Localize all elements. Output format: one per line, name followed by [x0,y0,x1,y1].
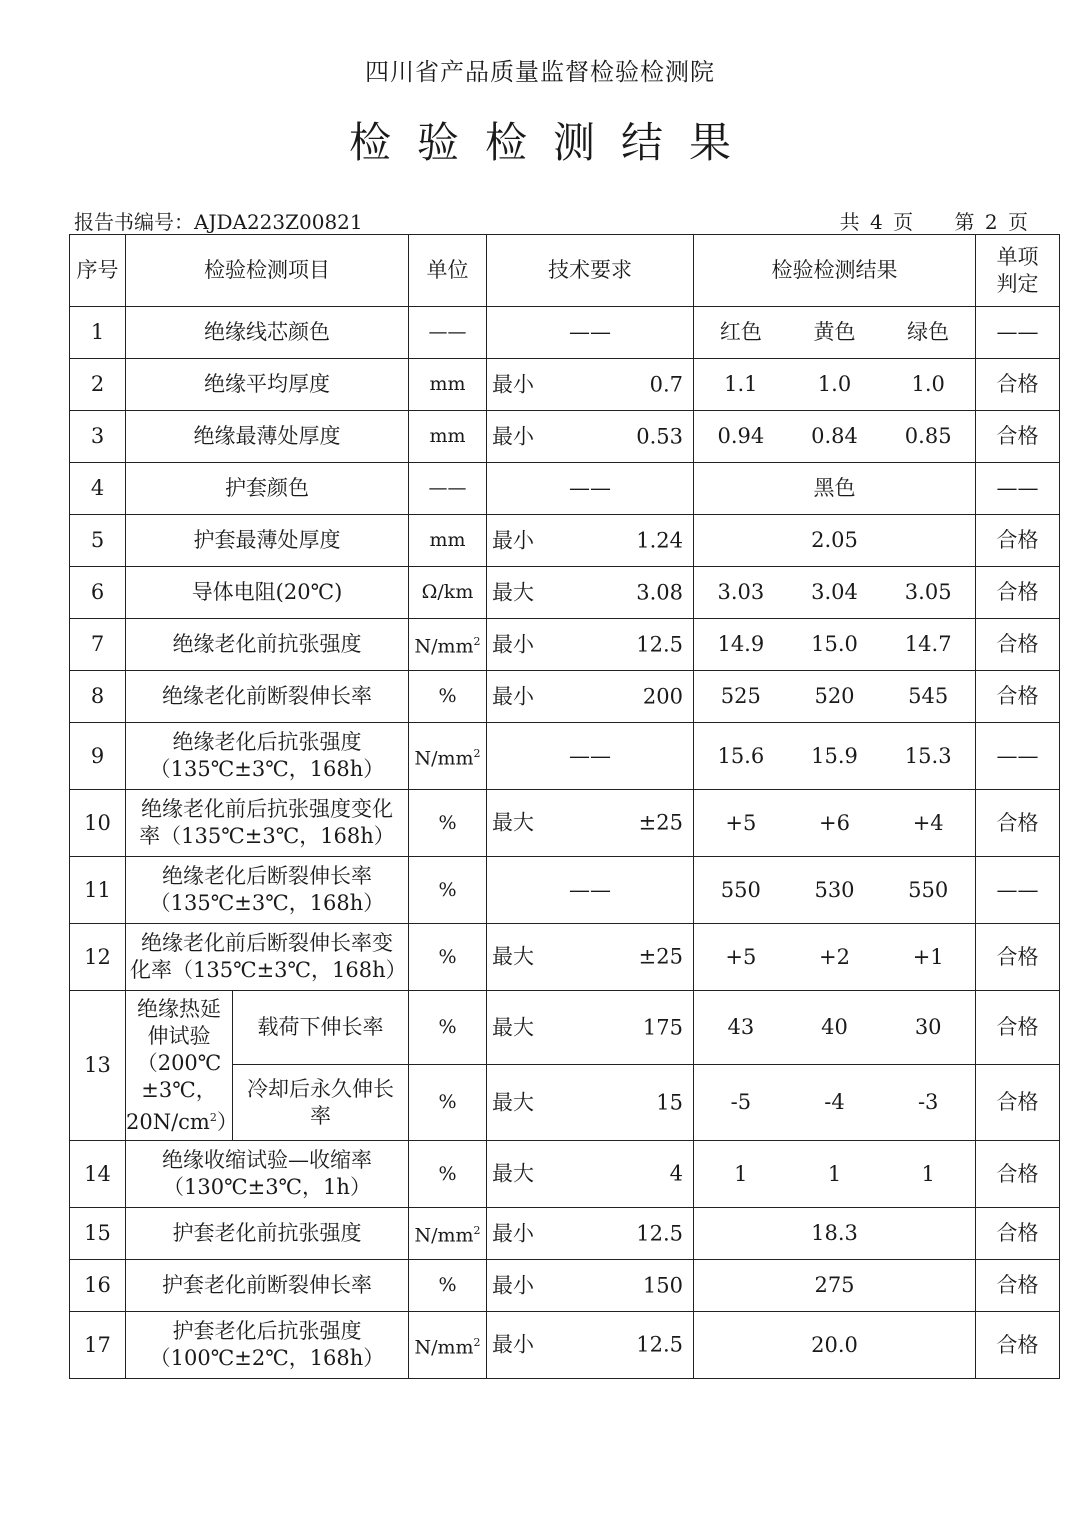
row-unit: —— [409,307,487,359]
unit-text: N/mm [414,1224,474,1247]
row-no: 6 [70,567,126,619]
row-result: 18.3 [694,1208,976,1260]
result-red: -5 [730,1090,752,1114]
row-no: 4 [70,463,126,515]
result-green: 1 [921,1161,935,1186]
report-number [74,206,363,235]
header-unit: 单位 [409,235,487,307]
row-result: 275 [694,1260,976,1312]
row-judgement: 合格 [976,619,1060,671]
result-red: 1.1 [724,372,758,396]
requirement-value: 12.5 [636,1332,683,1357]
result-green: 0.85 [904,424,952,448]
row-requirement [487,671,694,723]
requirement-type: 最小 [492,684,534,708]
row-requirement [487,991,694,1065]
row-unit: % [409,1141,487,1208]
requirement-value: 3.08 [636,580,683,604]
result-green: 绿色 [907,320,950,344]
row-item-line1: 绝缘收缩试验—收缩率 [162,1148,372,1172]
row-item-line1: 绝缘老化后抗张强度 [172,730,362,754]
row-unit [409,723,487,790]
row-unit: % [409,924,487,991]
row-unit [409,1312,487,1379]
page-info [840,206,1028,235]
table-row [70,619,1060,671]
row-results [694,671,976,723]
total-pages: 共 4 页 [839,210,914,234]
row-item: 绝缘平均厚度 [126,359,409,411]
requirement-type: 最小 [492,1273,534,1297]
row-item: 绝缘老化前断裂伸长率 [126,671,409,723]
row-results [694,857,976,924]
row-result: 20.0 [694,1312,976,1379]
row-no: 16 [70,1260,126,1312]
row-item [126,924,409,991]
result-yellow: 520 [814,684,855,708]
result-red: 0.94 [717,424,765,448]
row-no: 11 [70,857,126,924]
group-line5-superscript: 2 [209,1110,217,1124]
result-green: 3.05 [904,580,952,604]
report-number-value: AJDA223Z00821 [194,210,363,234]
results-table [69,234,1060,1379]
row-sub-item [233,1065,409,1141]
row-judgement: 合格 [976,991,1060,1065]
row-unit: % [409,790,487,857]
requirement-value: 1.24 [636,528,683,552]
table-row [70,515,1060,567]
row-requirement [487,1260,694,1312]
result-red: 1 [734,1161,748,1186]
result-red: +5 [725,810,757,835]
row-requirement: —— [487,307,694,359]
row-unit: % [409,991,487,1065]
requirement-type: 最小 [492,1332,534,1357]
row-item-line2: 率（135℃±3℃，168h） [139,824,395,848]
row-results [694,359,976,411]
table-row [70,1141,1060,1208]
row-no: 2 [70,359,126,411]
row-item: 护套最薄处厚度 [126,515,409,567]
table-header-row [70,235,1060,307]
table-row [70,671,1060,723]
result-yellow: 1.0 [817,372,852,396]
row-judgement: —— [976,723,1060,790]
requirement-value: 12.5 [636,1221,683,1245]
result-red: 14.9 [717,632,765,656]
row-requirement [487,1312,694,1379]
table-row [70,1312,1060,1379]
row-judgement: —— [976,857,1060,924]
row-item: 护套老化前抗张强度 [126,1208,409,1260]
row-item: 护套颜色 [126,463,409,515]
requirement-type: 最大 [492,580,534,604]
result-yellow: 0.84 [811,424,858,448]
row-no: 10 [70,790,126,857]
row-item: 绝缘线芯颜色 [126,307,409,359]
requirement-type: 最小 [492,1221,534,1245]
result-green: 30 [914,1015,942,1039]
row-judgement: 合格 [976,1312,1060,1379]
table-row [70,307,1060,359]
header-judgement-line2: 判定 [996,271,1039,296]
row-requirement [487,515,694,567]
result-red: 525 [720,684,761,708]
row-judgement: —— [976,463,1060,515]
row-sub-item-line2: 率 [310,1103,331,1128]
result-red: 550 [720,877,761,902]
row-no: 14 [70,1141,126,1208]
table-row [70,463,1060,515]
row-sub-item: 载荷下伸长率 [233,991,409,1065]
row-results [694,411,976,463]
header-item: 检验检测项目 [126,235,409,307]
row-group-item [126,991,238,1141]
row-requirement [487,1065,694,1141]
result-yellow: 15.9 [811,743,858,768]
row-unit: —— [409,463,487,515]
table-row [70,924,1060,991]
row-item: 护套老化前断裂伸长率 [126,1260,409,1312]
requirement-type: 最大 [492,1090,534,1114]
report-number-label: 报告书编号： [74,210,194,234]
row-item-line2: （135℃±3℃，168h） [149,891,385,915]
row-requirement [487,619,694,671]
row-judgement: 合格 [976,411,1060,463]
row-results [694,723,976,790]
row-results [694,924,976,991]
row-judgement: 合格 [976,1260,1060,1312]
row-judgement: 合格 [976,790,1060,857]
result-yellow: 3.04 [811,580,858,604]
row-result: 黑色 [694,463,976,515]
unit-text: N/mm [414,635,474,658]
requirement-type: 最小 [492,632,534,656]
requirement-value: 150 [642,1273,683,1297]
requirement-value: 200 [642,684,683,708]
row-unit: mm [409,411,487,463]
row-results [694,1065,976,1141]
row-requirement [487,359,694,411]
row-unit [409,619,487,671]
result-yellow: +2 [819,944,850,969]
table-row [70,723,1060,790]
requirement-value: 0.53 [636,424,683,448]
requirement-value: 0.7 [649,372,683,396]
row-results [694,619,976,671]
result-red: 15.6 [717,743,765,768]
result-red: 43 [727,1015,755,1039]
row-unit: mm [409,515,487,567]
row-no: 1 [70,307,126,359]
row-item-line1: 绝缘老化前后抗张强度变化 [141,797,393,821]
row-no: 5 [70,515,126,567]
page-title: 检验检测结果 [348,118,757,167]
row-judgement: 合格 [976,1065,1060,1141]
row-requirement [487,924,694,991]
result-yellow: 黄色 [813,320,856,344]
result-yellow: 15.0 [811,632,858,656]
row-item [126,857,409,924]
row-no: 9 [70,723,126,790]
row-no: 8 [70,671,126,723]
group-line4: ±3℃， [141,1077,217,1102]
result-green: 15.3 [904,743,952,768]
row-judgement: 合格 [976,924,1060,991]
row-judgement: 合格 [976,567,1060,619]
row-item-line2: 化率（135℃±3℃，168h） [130,958,407,982]
requirement-type: 最小 [492,424,534,448]
group-line5-text: 20N/cm [126,1109,210,1134]
group-line5-end: ） [216,1109,238,1134]
requirement-value: 12.5 [636,632,683,656]
row-unit [409,1208,487,1260]
result-red: 3.03 [717,580,765,604]
requirement-value: 175 [642,1015,683,1039]
row-unit: mm [409,359,487,411]
row-unit: % [409,1065,487,1141]
requirement-value: 15 [656,1090,683,1114]
row-requirement: —— [487,723,694,790]
table-row [70,411,1060,463]
row-item [126,790,409,857]
row-item-line1: 绝缘老化后断裂伸长率 [162,864,372,888]
result-green: 1.0 [911,372,945,396]
unit-superscript: 2 [473,1224,481,1238]
result-red: 红色 [719,320,762,344]
table-row [70,1260,1060,1312]
table-row [70,991,1060,1065]
header-result: 检验检测结果 [694,235,976,307]
row-results [694,567,976,619]
header-requirement: 技术要求 [487,235,694,307]
row-unit: % [409,857,487,924]
row-sub-item-line1: 冷却后永久伸长 [247,1076,394,1101]
group-line5 [126,1104,238,1136]
row-judgement: —— [976,307,1060,359]
table-row [70,857,1060,924]
row-judgement: 合格 [976,1141,1060,1208]
result-green: +4 [912,810,944,835]
row-result: 2.05 [694,515,976,567]
row-judgement: 合格 [976,671,1060,723]
result-green: 545 [908,684,949,708]
row-requirement [487,1208,694,1260]
row-item [126,723,409,790]
table-row [70,359,1060,411]
unit-text: N/mm [414,747,474,770]
header-judgement-line1: 单项 [996,244,1039,269]
row-results [694,1141,976,1208]
result-green: -3 [917,1090,939,1114]
header-seq: 序号 [70,235,126,307]
group-line3: （200℃ [136,1050,222,1075]
result-yellow: 40 [821,1015,848,1039]
requirement-type: 最大 [492,1015,534,1039]
requirement-value: 4 [669,1161,683,1186]
row-results [694,991,976,1065]
result-yellow: -4 [824,1090,845,1114]
result-green: +1 [912,944,944,969]
table-row [70,790,1060,857]
row-unit: % [409,671,487,723]
row-requirement: —— [487,463,694,515]
row-requirement [487,1141,694,1208]
row-no: 17 [70,1312,126,1379]
row-requirement: —— [487,857,694,924]
result-yellow: +6 [819,810,850,835]
group-line2: 伸试验 [147,1023,211,1048]
row-requirement [487,411,694,463]
row-judgement: 合格 [976,1208,1060,1260]
requirement-type: 最大 [492,1161,534,1186]
row-item-line2: （135℃±3℃，168h） [149,757,385,781]
row-no: 7 [70,619,126,671]
requirement-type: 最大 [492,944,534,969]
row-unit: % [409,1260,487,1312]
result-green: 14.7 [904,632,952,656]
row-results [694,790,976,857]
row-item [126,1141,409,1208]
table-row [70,1208,1060,1260]
row-results [694,307,976,359]
row-no: 12 [70,924,126,991]
row-requirement [487,567,694,619]
unit-superscript: 2 [473,635,481,649]
requirement-value: ±25 [638,944,683,969]
row-requirement [487,790,694,857]
row-item-line1: 护套老化后抗张强度 [172,1319,362,1343]
row-no: 15 [70,1208,126,1260]
requirement-type: 最小 [492,372,534,396]
requirement-type: 最小 [492,528,534,552]
page-number: 第 2 页 [954,210,1028,234]
row-item: 绝缘老化前抗张强度 [126,619,409,671]
unit-superscript: 2 [473,1335,481,1349]
row-no: 3 [70,411,126,463]
requirement-type: 最大 [492,810,534,835]
result-yellow: 530 [814,877,855,902]
row-item: 绝缘最薄处厚度 [126,411,409,463]
result-green: 550 [908,877,949,902]
row-judgement: 合格 [976,515,1060,567]
row-item-line2: （100℃±2℃，168h） [149,1346,385,1370]
unit-superscript: 2 [473,746,481,760]
requirement-value: ±25 [638,810,683,835]
result-yellow: 1 [827,1161,842,1186]
row-unit: Ω/km [409,567,487,619]
row-item-line2: （130℃±3℃，1h） [163,1175,371,1199]
row-judgement: 合格 [976,359,1060,411]
row-item-line1: 绝缘老化前后断裂伸长率变 [141,931,393,955]
group-line1: 绝缘热延 [137,996,221,1021]
row-item [126,1312,409,1379]
header-judgement [976,235,1060,307]
row-no: 13 [70,991,126,1141]
result-red: +5 [725,944,757,969]
unit-text: N/mm [414,1336,474,1359]
table-row [70,567,1060,619]
row-item: 导体电阻(20℃) [126,567,409,619]
organization-name: 四川省产品质量监督检验检测院 [365,58,715,86]
